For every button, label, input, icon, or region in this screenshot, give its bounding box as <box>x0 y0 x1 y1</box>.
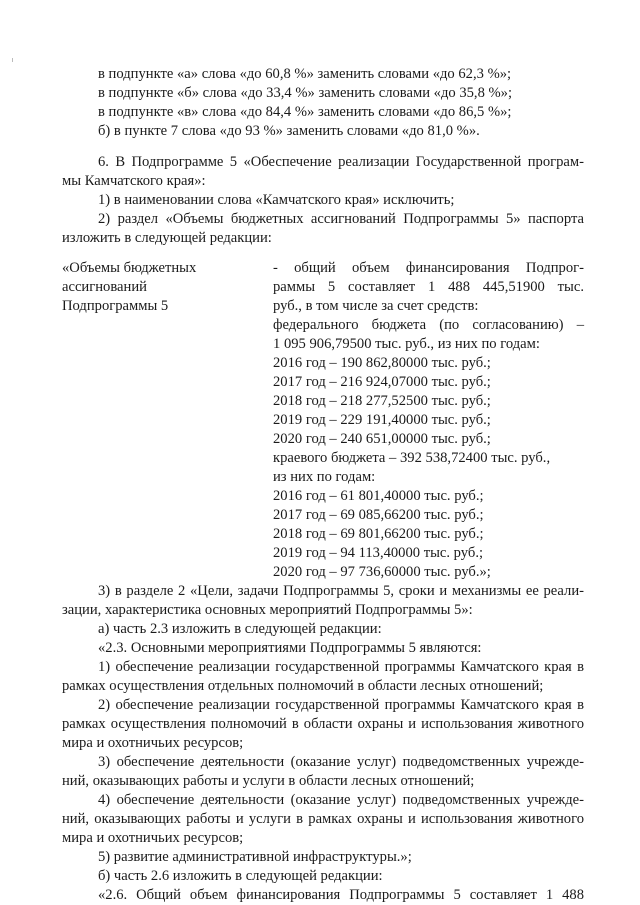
text-line: 5) развитие административной инфраструктуры.»; <box>98 849 412 865</box>
scan-mark <box>12 58 13 62</box>
passport-label: ассигнований <box>62 279 147 295</box>
text-line: 3) в разделе 2 «Цели, задачи Подпрограммы 5, сроки и механизмы ее реали- <box>98 583 584 599</box>
passport-value: краевого бюджета – 392 538,72400 тыс. руб., <box>273 450 551 466</box>
text-line: зации, характеристика основных мероприятий Подпрограммы 5»: <box>62 602 473 618</box>
passport-value: 2017 год – 216 924,07000 тыс. руб.; <box>273 374 491 390</box>
text-line: мира и охотничьих ресурсов; <box>62 830 244 846</box>
passport-value: раммы 5 составляет 1 488 445,51900 тыс. <box>273 279 584 295</box>
text-line: в подпункте «а» слова «до 60,8 %» заменить словами «до 62,3 %»; <box>98 66 512 82</box>
text-line: рамках осуществления полномочий в области охраны и использования животного <box>62 716 584 732</box>
text-line: ний, оказывающих работы и услуги в рамках охраны и использования животного <box>62 811 584 827</box>
passport-value: 2017 год – 69 085,66200 тыс. руб.; <box>273 507 484 523</box>
passport-value: 2016 год – 61 801,40000 тыс. руб.; <box>273 488 484 504</box>
text-line: 1) в наименовании слова «Камчатского края» исключить; <box>98 192 455 208</box>
text-line: 1) обеспечение реализации государственной программы Камчатского края в <box>98 659 584 675</box>
text-line: а) часть 2.3 изложить в следующей редакции: <box>98 621 382 637</box>
passport-value: руб., в том числе за счет средств: <box>273 298 479 314</box>
text-line: мира и охотничьих ресурсов; <box>62 735 244 751</box>
text-line: рамках осуществления отдельных полномочий в области лесных отношений; <box>62 678 544 694</box>
text-line: 2) обеспечение реализации государственной программы Камчатского края в <box>98 697 584 713</box>
passport-value: 2020 год – 97 736,60000 тыс. руб.»; <box>273 564 491 580</box>
passport-label: «Объемы бюджетных <box>62 260 197 276</box>
passport-label: Подпрограммы 5 <box>62 298 169 314</box>
passport-value: 2018 год – 69 801,66200 тыс. руб.; <box>273 526 484 542</box>
text-line: 6. В Подпрограмме 5 «Обеспечение реализации Государственной програм- <box>98 154 584 170</box>
text-line: в подпункте «б» слова «до 33,4 %» заменить словами «до 35,8 %»; <box>98 85 513 101</box>
passport-value: 2019 год – 229 191,40000 тыс. руб.; <box>273 412 491 428</box>
text-line: 3) обеспечение деятельности (оказание услуг) подведомственных учрежде- <box>98 754 584 770</box>
text-line: «2.3. Основными мероприятиями Подпрограммы 5 являются: <box>98 640 482 656</box>
passport-value: 2018 год – 218 277,52500 тыс. руб.; <box>273 393 491 409</box>
text-line: б) часть 2.6 изложить в следующей редакции: <box>98 868 383 884</box>
text-line: ний, оказывающих работы и услуги в области лесных отношений; <box>62 773 475 789</box>
passport-value: 1 095 906,79500 тыс. руб., из них по годам: <box>273 336 540 352</box>
passport-value: из них по годам: <box>273 469 376 485</box>
passport-value: федерального бюджета (по согласованию) – <box>273 317 584 333</box>
passport-value: - общий объем финансирования Подпрог- <box>273 260 584 276</box>
text-line: б) в пункте 7 слова «до 93 %» заменить словами «до 81,0 %». <box>98 123 480 139</box>
text-line: изложить в следующей редакции: <box>62 230 272 246</box>
text-line: в подпункте «в» слова «до 84,4 %» заменить словами «до 86,5 %»; <box>98 104 512 120</box>
text-line: 2) раздел «Объемы бюджетных ассигнований Подпрограммы 5» паспорта <box>98 211 584 227</box>
text-line: 4) обеспечение деятельности (оказание услуг) подведомственных учрежде- <box>98 792 584 808</box>
text-line: мы Камчатского края»: <box>62 173 206 189</box>
passport-value: 2019 год – 94 113,40000 тыс. руб.; <box>273 545 484 561</box>
text-line: «2.6. Общий объем финансирования Подпрограммы 5 составляет 1 488 <box>98 887 584 903</box>
passport-value: 2016 год – 190 862,80000 тыс. руб.; <box>273 355 491 371</box>
passport-value: 2020 год – 240 651,00000 тыс. руб.; <box>273 431 491 447</box>
